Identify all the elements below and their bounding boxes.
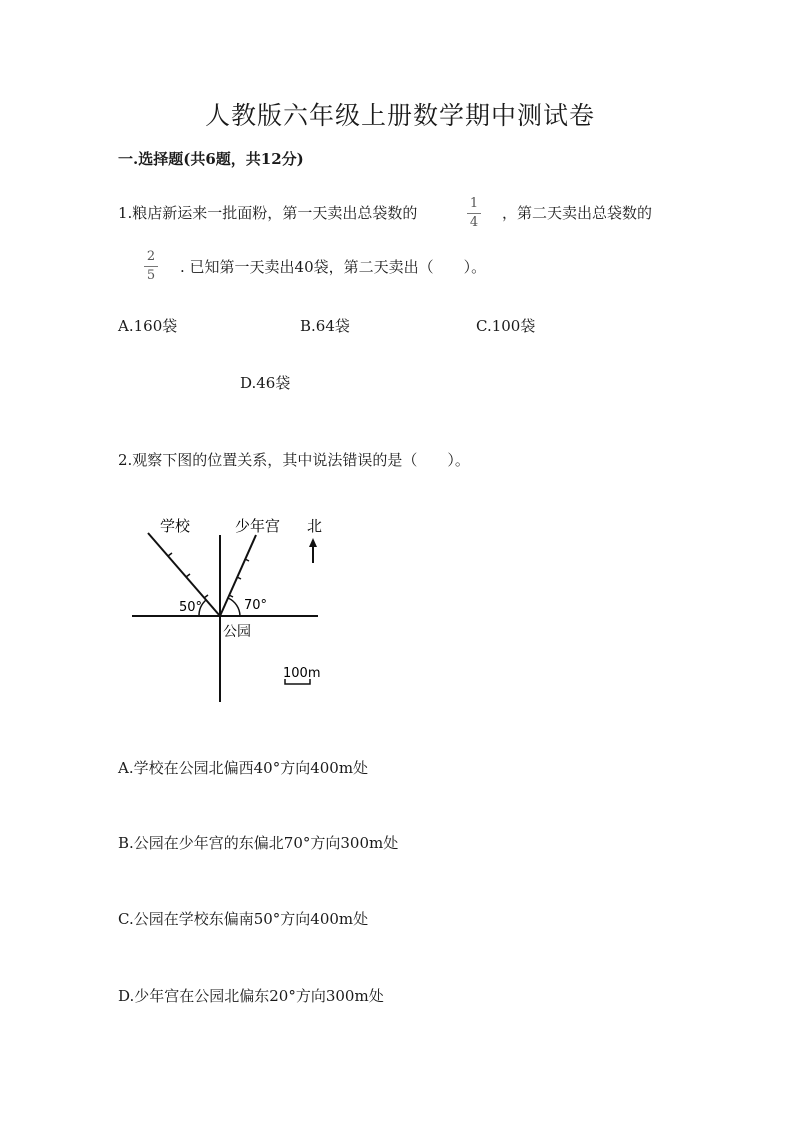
fraction-numerator: 2 — [146, 249, 156, 264]
label-scale: 100m — [283, 666, 321, 681]
q1-option-c[interactable]: C.100袋 — [476, 317, 536, 335]
label-angle-50: 50° — [179, 600, 203, 615]
fraction-denominator: 5 — [146, 268, 156, 283]
angle-arc-right — [228, 598, 240, 616]
section-heading: 一.选择题(共6题，共12分) — [118, 150, 304, 168]
label-park: 公园 — [223, 624, 251, 640]
label-angle-70: 70° — [244, 598, 268, 613]
north-arrow-head — [309, 538, 317, 547]
q1-line2-text: . 已知第一天卖出40袋，第二天卖出（ ）。 — [180, 258, 487, 276]
q1-line1-text: 1.粮店新运来一批面粉，第一天卖出总袋数的 — [118, 204, 418, 222]
fraction-numerator: 1 — [469, 196, 479, 211]
q2-option-a[interactable]: A.学校在公园北偏西40°方向400m处 — [118, 759, 369, 777]
page-title: 人教版六年级上册数学期中测试卷 — [204, 101, 595, 130]
label-youth-palace: 少年宫 — [235, 517, 281, 535]
q1-option-d[interactable]: D.46袋 — [240, 374, 291, 392]
label-school: 学校 — [160, 517, 191, 535]
q1-option-a[interactable]: A.160袋 — [118, 317, 178, 335]
q1-option-b[interactable]: B.64袋 — [300, 317, 350, 335]
q2-option-c[interactable]: C.公园在学校东偏南50°方向400m处 — [118, 910, 369, 928]
q2-stem: 2.观察下图的位置关系，其中说法错误的是（ ）。 — [118, 451, 470, 469]
fraction-denominator: 4 — [469, 215, 479, 230]
q2-option-b[interactable]: B.公园在少年宫的东偏北70°方向300m处 — [118, 834, 399, 852]
q2-option-d[interactable]: D.少年宫在公园北偏东20°方向300m处 — [118, 987, 384, 1005]
school-ray-ticks — [168, 553, 208, 598]
q1-line1-tail: ，第二天卖出总袋数的 — [502, 204, 653, 222]
label-north: 北 — [307, 517, 323, 535]
